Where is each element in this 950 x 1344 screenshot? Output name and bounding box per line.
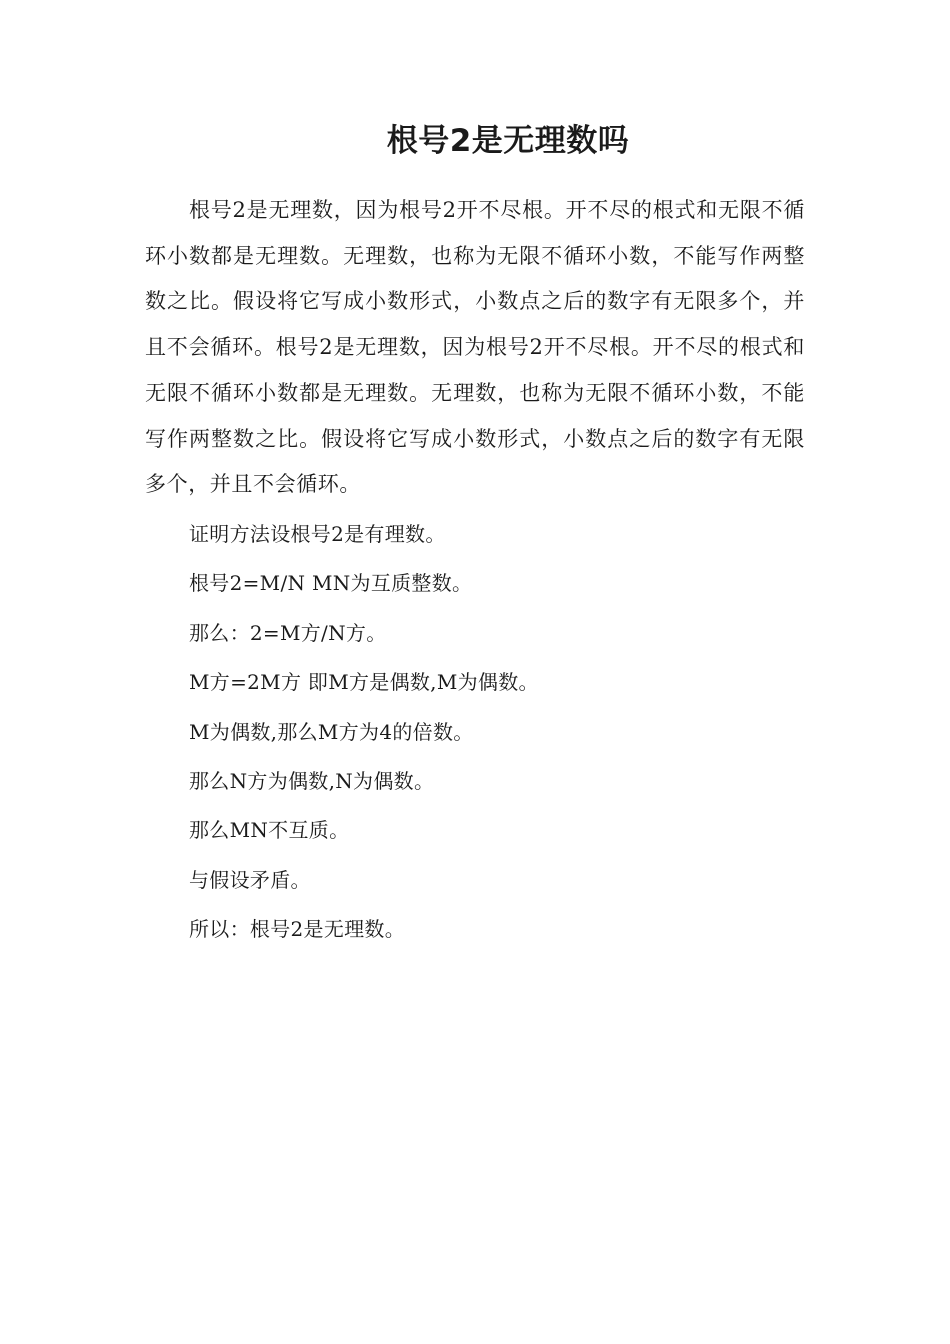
intro-paragraph: 根号2是无理数，因为根号2开不尽根。开不尽的根式和无限不循环小数都是无理数。无理数，也称为无限不循环小数，不能写作两整数之比。假设将它写成小数形式，小数点之后的数字有无限多个，并且不会循环。根号2是无理数，因为根号2开不尽根。开不尽的根式和无限不循环小数都是无理数。无理数，也称为无限不循环小数，不能写作两整数之比。假设将它写成小数形式，小数点之后的数字有无限多个，并且不会循环。 xyxy=(145,198,805,497)
proof-line-5: M为偶数,那么M方为4的倍数。 xyxy=(189,719,474,744)
proof-line-8: 与假设矛盾。 xyxy=(189,867,311,892)
proof-line-7: 那么MN不互质。 xyxy=(189,818,350,843)
document-title: 根号2是无理数吗 xyxy=(386,123,630,159)
document-body xyxy=(145,188,805,955)
proof-line-9: 所以：根号2是无理数。 xyxy=(189,917,406,942)
proof-line-3: 那么：2=M方/N方。 xyxy=(189,620,387,645)
proof-line-1: 证明方法设根号2是有理数。 xyxy=(189,521,446,546)
proof-line-4: M方=2M方 即M方是偶数,M为偶数。 xyxy=(189,670,539,695)
proof-line-2: 根号2=M/N MN为互质整数。 xyxy=(189,571,473,596)
proof-line-6: 那么N方为偶数,N为偶数。 xyxy=(189,768,435,793)
